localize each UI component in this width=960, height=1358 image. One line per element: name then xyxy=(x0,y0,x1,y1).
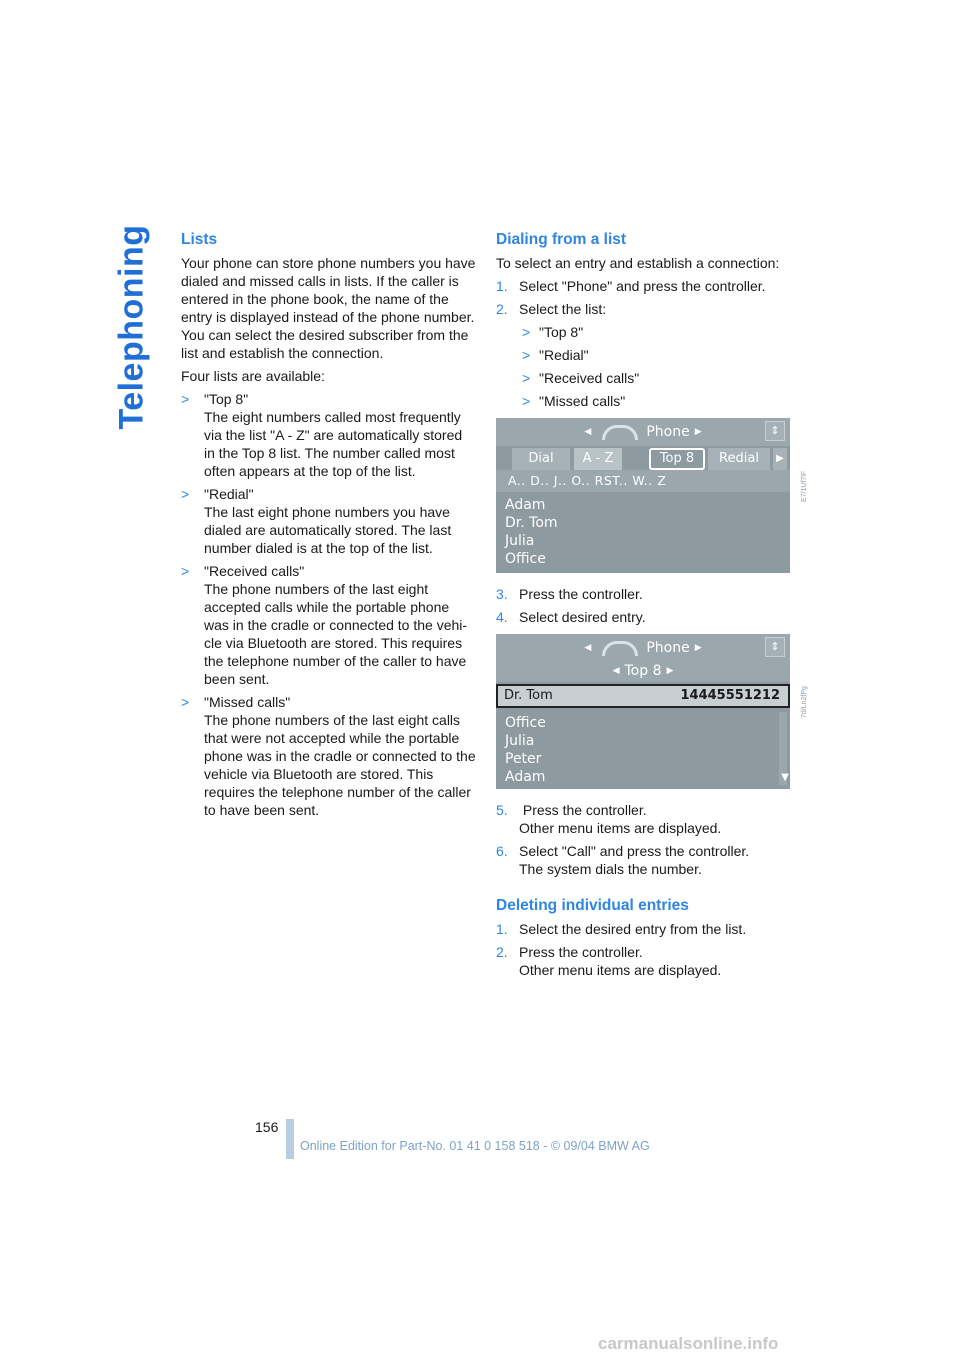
figure-code: E7/1Uf7lF xyxy=(801,470,808,502)
phone-handset-icon xyxy=(602,641,638,656)
entry-list xyxy=(505,496,558,568)
step-item: 2. Select the list: xyxy=(496,301,607,317)
watermark: carmanualsonline.info xyxy=(598,1334,779,1353)
list-entry: Office xyxy=(505,551,546,567)
menu-corner-icon: ⇕ xyxy=(765,421,785,441)
step-item: 3. Press the controller. xyxy=(496,586,643,602)
lists-column xyxy=(181,230,476,824)
menu-corner-icon: ⇕ xyxy=(765,637,785,657)
page-number: 156 xyxy=(255,1119,279,1135)
list-option: > "Redial" xyxy=(522,347,589,363)
tab-dial: Dial xyxy=(512,448,570,470)
list-tabs xyxy=(496,448,790,470)
list-subheader: ◀ Top 8 ▶ xyxy=(496,660,790,682)
letter-index: A.. D.. J.. O.. RST.. W.. Z xyxy=(496,470,790,492)
step-item: 2. Press the controller. Other menu items are displayed. xyxy=(496,944,722,978)
footer-edition-text: Online Edition for Part-No. 01 41 0 158 518 - © 09/04 BMW AG xyxy=(300,1139,650,1153)
section-heading-dialing: Dialing from a list xyxy=(496,231,627,248)
step-item: 5. Press the controller. Other menu items are displayed. xyxy=(496,802,722,836)
dialing-intro: To select an entry and establish a connection: xyxy=(496,255,780,271)
list-item: > "Top 8" The eight numbers called most frequently via the list "A - Z" are automatically stored in the Top 8 list. The number called most often appears at the top of the list. xyxy=(181,391,463,479)
section-heading-lists: Lists xyxy=(181,231,218,248)
tab-redial: Redial xyxy=(708,448,770,470)
list-entry: Julia xyxy=(505,533,535,549)
list-entry: Julia xyxy=(505,733,535,749)
tab-top-8: Top 8 xyxy=(649,448,705,470)
scroll-down-icon: ▼ xyxy=(781,772,789,783)
tab-next-icon: ▶ xyxy=(773,448,787,470)
right-arrow-icon: ▶ xyxy=(666,666,674,676)
screen-header: ◀ Phone ▶ ⇕ xyxy=(496,418,790,446)
list-item: > "Redial" The last eight phone numbers you have dialed are automatically stored. The last number dialed is at the top of the list. xyxy=(181,486,452,556)
figure-code: 7d/Ln2fPg xyxy=(801,686,808,718)
tab-a-z: A - Z xyxy=(574,448,622,470)
left-arrow-icon: ◀ xyxy=(612,666,620,676)
screen-header: ◀ Phone ▶ ⇕ xyxy=(496,634,790,662)
list-entry: Adam xyxy=(505,769,546,785)
list-entry: Office xyxy=(505,715,546,731)
step-item: 6. Select "Call" and press the controller. The system dials the number. xyxy=(496,843,750,877)
dialing-column xyxy=(496,230,808,984)
right-arrow-icon: ▶ xyxy=(694,427,702,437)
chapter-title: Telephoning xyxy=(112,224,151,430)
list-item: > "Received calls" The phone numbers of the last eight accepted calls while the portable phone was in the cradle or connected to the vehi-cle via Bluetooth are stored. This requires the telephone number of the caller to have been sent. xyxy=(181,563,468,687)
list-entry: Dr. Tom xyxy=(505,515,558,531)
phone-handset-icon xyxy=(602,425,638,440)
phone-list-screenshot xyxy=(496,418,808,573)
footer-accent-bar xyxy=(286,1119,294,1159)
list-option: > "Top 8" xyxy=(522,324,584,340)
list-option: > "Missed calls" xyxy=(522,393,626,409)
lists-available-text: Four lists are available: xyxy=(181,368,325,384)
lists-intro: Your phone can store phone numbers you have dialed and missed calls in lists. If the caller is entered in the phone book, the name of the entry is displayed instead of the phone number. You can select the desired subscriber from the list and establish the connection. xyxy=(181,255,476,361)
step-item: 4. Select desired entry. xyxy=(496,609,646,625)
list-entry: Adam xyxy=(505,497,546,513)
left-arrow-icon: ◀ xyxy=(584,427,592,437)
step-item: 1. Select the desired entry from the list. xyxy=(496,921,747,937)
top8-screenshot xyxy=(496,634,808,789)
list-entry: Peter xyxy=(505,751,542,767)
entry-list xyxy=(505,714,546,786)
right-arrow-icon: ▶ xyxy=(694,643,702,653)
list-option: > "Received calls" xyxy=(522,370,640,386)
list-item: > "Missed calls" The phone numbers of the last eight calls that were not accepted while the portable phone was in the cradle or connected to the vehicle via Bluetooth are stored. This requires the telephone number of the caller to have been sent. xyxy=(181,694,476,818)
step-item: 1. Select "Phone" and press the controller. xyxy=(496,278,766,294)
selected-entry: Dr. Tom 14445551212 xyxy=(496,684,790,708)
section-heading-deleting: Deleting individual entries xyxy=(496,897,689,914)
left-arrow-icon: ◀ xyxy=(584,643,592,653)
